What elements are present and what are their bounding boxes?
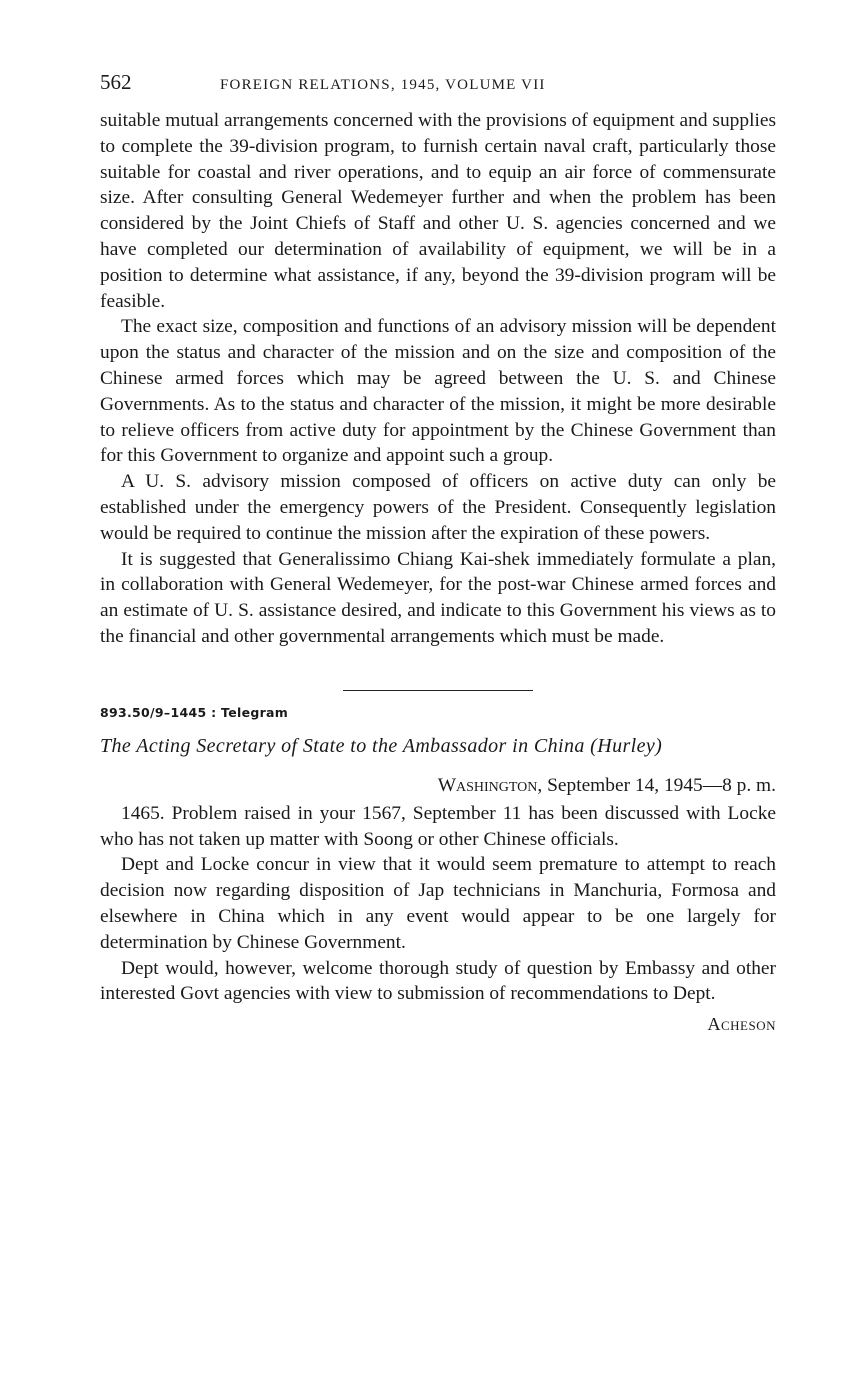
dateline-date: , September 14, 1945—8 p. m.: [537, 774, 776, 796]
telegram-paragraph: 1465. Problem raised in your 1567, September 11 has been discussed with Locke who has not taken up matter with Soong or other Chinese officials.: [100, 802, 776, 850]
running-header: [100, 70, 776, 108]
document-heading: The Acting Secretary of State to the Ambassador in China (Hurley): [100, 734, 663, 757]
advisory-mission-paragraph: The exact size, composition and functions of an advisory mission will be dependent upon the status and character of the mission and on the size and composition of the Chinese armed forces which may be agreed between the U. S. and Chinese Governments. As to the status and character of the mission, it might be more desirable to relieve officers from active duty for appointment by the Chinese Government than for this Government to organize and appoint such a group.: [100, 316, 776, 467]
signature: Acheson: [707, 1014, 776, 1035]
telegram-paragraph: Dept and Locke concur in view that it would seem premature to attempt to reach decision now regarding disposition of Jap technicians in Manchuria, Formosa and elsewhere in China which in any event would appear to be one largely for determination by Chinese Government.: [100, 854, 776, 953]
emergency-powers-paragraph: A U. S. advisory mission composed of officers on active duty can only be established under the emergency powers of the President. Consequently legislation would be required to continue the mission after the expiration of these powers.: [100, 471, 776, 544]
file-reference: 893.50/9–1445 : Telegram: [100, 704, 289, 720]
section-divider: [343, 690, 533, 691]
telegram-paragraph: Dept would, however, welcome thorough study of question by Embassy and other interested Govt agencies with view to submission of recommendations to Dept.: [100, 957, 776, 1005]
page-number: 562: [100, 70, 132, 94]
document-page: [100, 70, 776, 1037]
suggestion-paragraph: It is suggested that Generalissimo Chiang Kai-shek immediately formulate a plan, in collaboration with General Wedemeyer, for the post-war Chinese armed forces and an estimate of U. S. assistance desired, and indicate to this Government his views as to the financial and other governmental arrangements which must be made.: [100, 548, 776, 647]
continued-paragraph: suitable mutual arrangements concerned with the provisions of equipment and supplies to complete the 39-division program, to furnish certain naval craft, particularly those suitable for coastal and river operations, and to equip an air force of commensurate size. After consulting General Wedemeyer further and when the problem has been considered by the Joint Chiefs of Staff and other U. S. agencies concerned and we have completed our determination of availability of equipment, we will be in a position to determine what assistance, if any, beyond the 39-division program will be feasible.: [100, 110, 776, 312]
dateline: [100, 771, 776, 801]
running-title: FOREIGN RELATIONS, 1945, VOLUME VII: [220, 77, 546, 93]
dateline-place: Washington: [437, 774, 538, 796]
